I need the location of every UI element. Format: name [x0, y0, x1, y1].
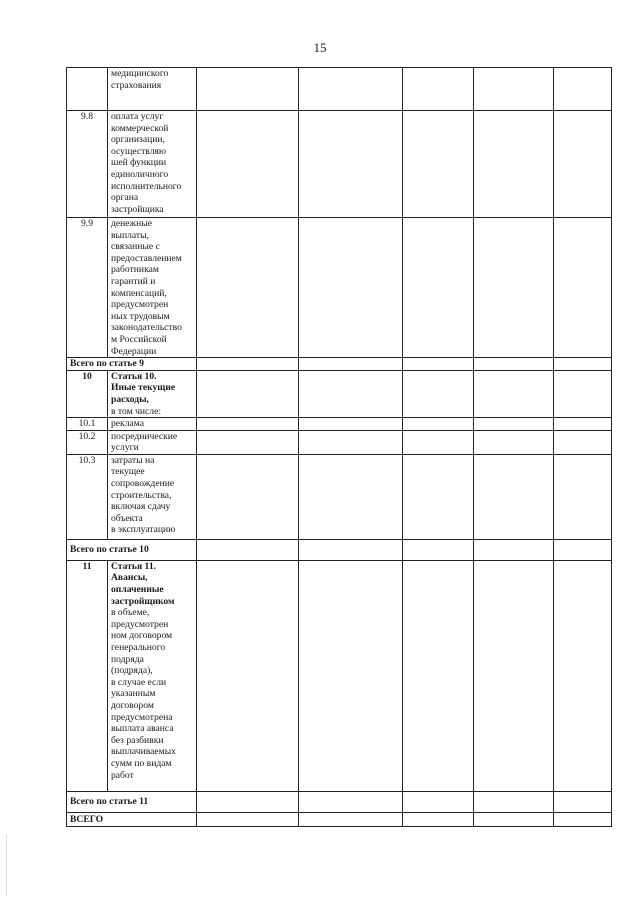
value-cell: [403, 812, 474, 826]
row-number: 9.8: [67, 111, 108, 218]
value-cell: [299, 430, 403, 454]
value-cell: [197, 358, 299, 371]
value-cell: [474, 539, 554, 560]
table-row: [67, 111, 612, 218]
total-label: ВСЕГО: [67, 812, 197, 826]
value-cell: [554, 418, 612, 431]
value-cell: [299, 560, 403, 791]
value-cell: [197, 418, 299, 431]
value-cell: [197, 560, 299, 791]
value-cell: [554, 111, 612, 218]
value-cell: [474, 430, 554, 454]
value-cell: [403, 430, 474, 454]
row-description: посреднические услуги: [108, 430, 197, 454]
value-cell: [403, 539, 474, 560]
value-cell: [554, 791, 612, 812]
value-cell: [554, 370, 612, 417]
value-cell: [554, 68, 612, 111]
value-cell: [403, 218, 474, 358]
value-cell: [554, 218, 612, 358]
value-cell: [403, 418, 474, 431]
total-label: Всего по статье 10: [67, 539, 197, 560]
value-cell: [474, 370, 554, 417]
value-cell: [299, 370, 403, 417]
value-cell: [554, 812, 612, 826]
row-number: 11: [67, 560, 108, 791]
value-cell: [299, 539, 403, 560]
total-label: Всего по статье 9: [67, 358, 197, 371]
table-row: [67, 418, 612, 431]
row-number: 10.1: [67, 418, 108, 431]
row-description: Статья 10. Иные текущие расходы, в том числе:: [108, 370, 197, 417]
value-cell: [197, 791, 299, 812]
row-number: 9.9: [67, 218, 108, 358]
value-cell: [299, 358, 403, 371]
value-cell: [403, 454, 474, 539]
value-cell: [403, 560, 474, 791]
table-row: [67, 430, 612, 454]
value-cell: [197, 430, 299, 454]
value-cell: [474, 560, 554, 791]
value-cell: [403, 68, 474, 111]
table-row: [67, 68, 612, 111]
row-number: 10.3: [67, 454, 108, 539]
value-cell: [403, 111, 474, 218]
value-cell: [299, 418, 403, 431]
row-description: денежные выплаты, связанные с предоставлением работникам гарантий и компенсаций, предусмотрен ных трудовым законодательство м Российской Федерации: [108, 218, 197, 358]
row-description: медицинского страхования: [108, 68, 197, 111]
total-row: [67, 539, 612, 560]
value-cell: [554, 430, 612, 454]
value-cell: [474, 812, 554, 826]
table-row: [67, 218, 612, 358]
value-cell: [299, 454, 403, 539]
value-cell: [474, 68, 554, 111]
page-number: 15: [313, 40, 327, 55]
value-cell: [474, 791, 554, 812]
value-cell: [197, 111, 299, 218]
value-cell: [554, 539, 612, 560]
row-description: реклама: [108, 418, 197, 431]
value-cell: [474, 111, 554, 218]
value-cell: [299, 812, 403, 826]
value-cell: [474, 358, 554, 371]
row-number: 10: [67, 370, 108, 417]
value-cell: [299, 218, 403, 358]
value-cell: [299, 68, 403, 111]
row-description: оплата услуг коммерческой организации, осуществляю шей функции единоличного исполнительного органа застройщика: [108, 111, 197, 218]
scan-margin-mark: [6, 835, 7, 895]
value-cell: [403, 358, 474, 371]
total-row: [67, 791, 612, 812]
value-cell: [197, 539, 299, 560]
value-cell: [474, 418, 554, 431]
table-row: [67, 560, 612, 791]
total-label: Всего по статье 11: [67, 791, 197, 812]
value-cell: [299, 791, 403, 812]
value-cell: [197, 68, 299, 111]
total-row: [67, 812, 612, 826]
row-number: 10.2: [67, 430, 108, 454]
total-row: [67, 358, 612, 371]
value-cell: [554, 358, 612, 371]
value-cell: [554, 454, 612, 539]
table-row: [67, 370, 612, 417]
value-cell: [197, 218, 299, 358]
value-cell: [197, 454, 299, 539]
value-cell: [403, 791, 474, 812]
row-description: затраты на текущее сопровождение строительства, включая сдачу объекта в эксплуатацию: [108, 454, 197, 539]
value-cell: [554, 560, 612, 791]
row-description: Статья 11. Авансы, оплаченные застройщиком в объеме, предусмотрен ном договором генерального подряда (подряда), в случае если указанным договором предусмотрена выплата аванса без разбивки выплачиваемых сумм по видам работ: [108, 560, 197, 791]
row-number: [67, 68, 108, 111]
value-cell: [403, 370, 474, 417]
value-cell: [474, 454, 554, 539]
value-cell: [299, 111, 403, 218]
value-cell: [197, 370, 299, 417]
table-body: [67, 68, 612, 827]
table-row: [67, 454, 612, 539]
budget-table: [66, 67, 612, 827]
value-cell: [197, 812, 299, 826]
value-cell: [474, 218, 554, 358]
